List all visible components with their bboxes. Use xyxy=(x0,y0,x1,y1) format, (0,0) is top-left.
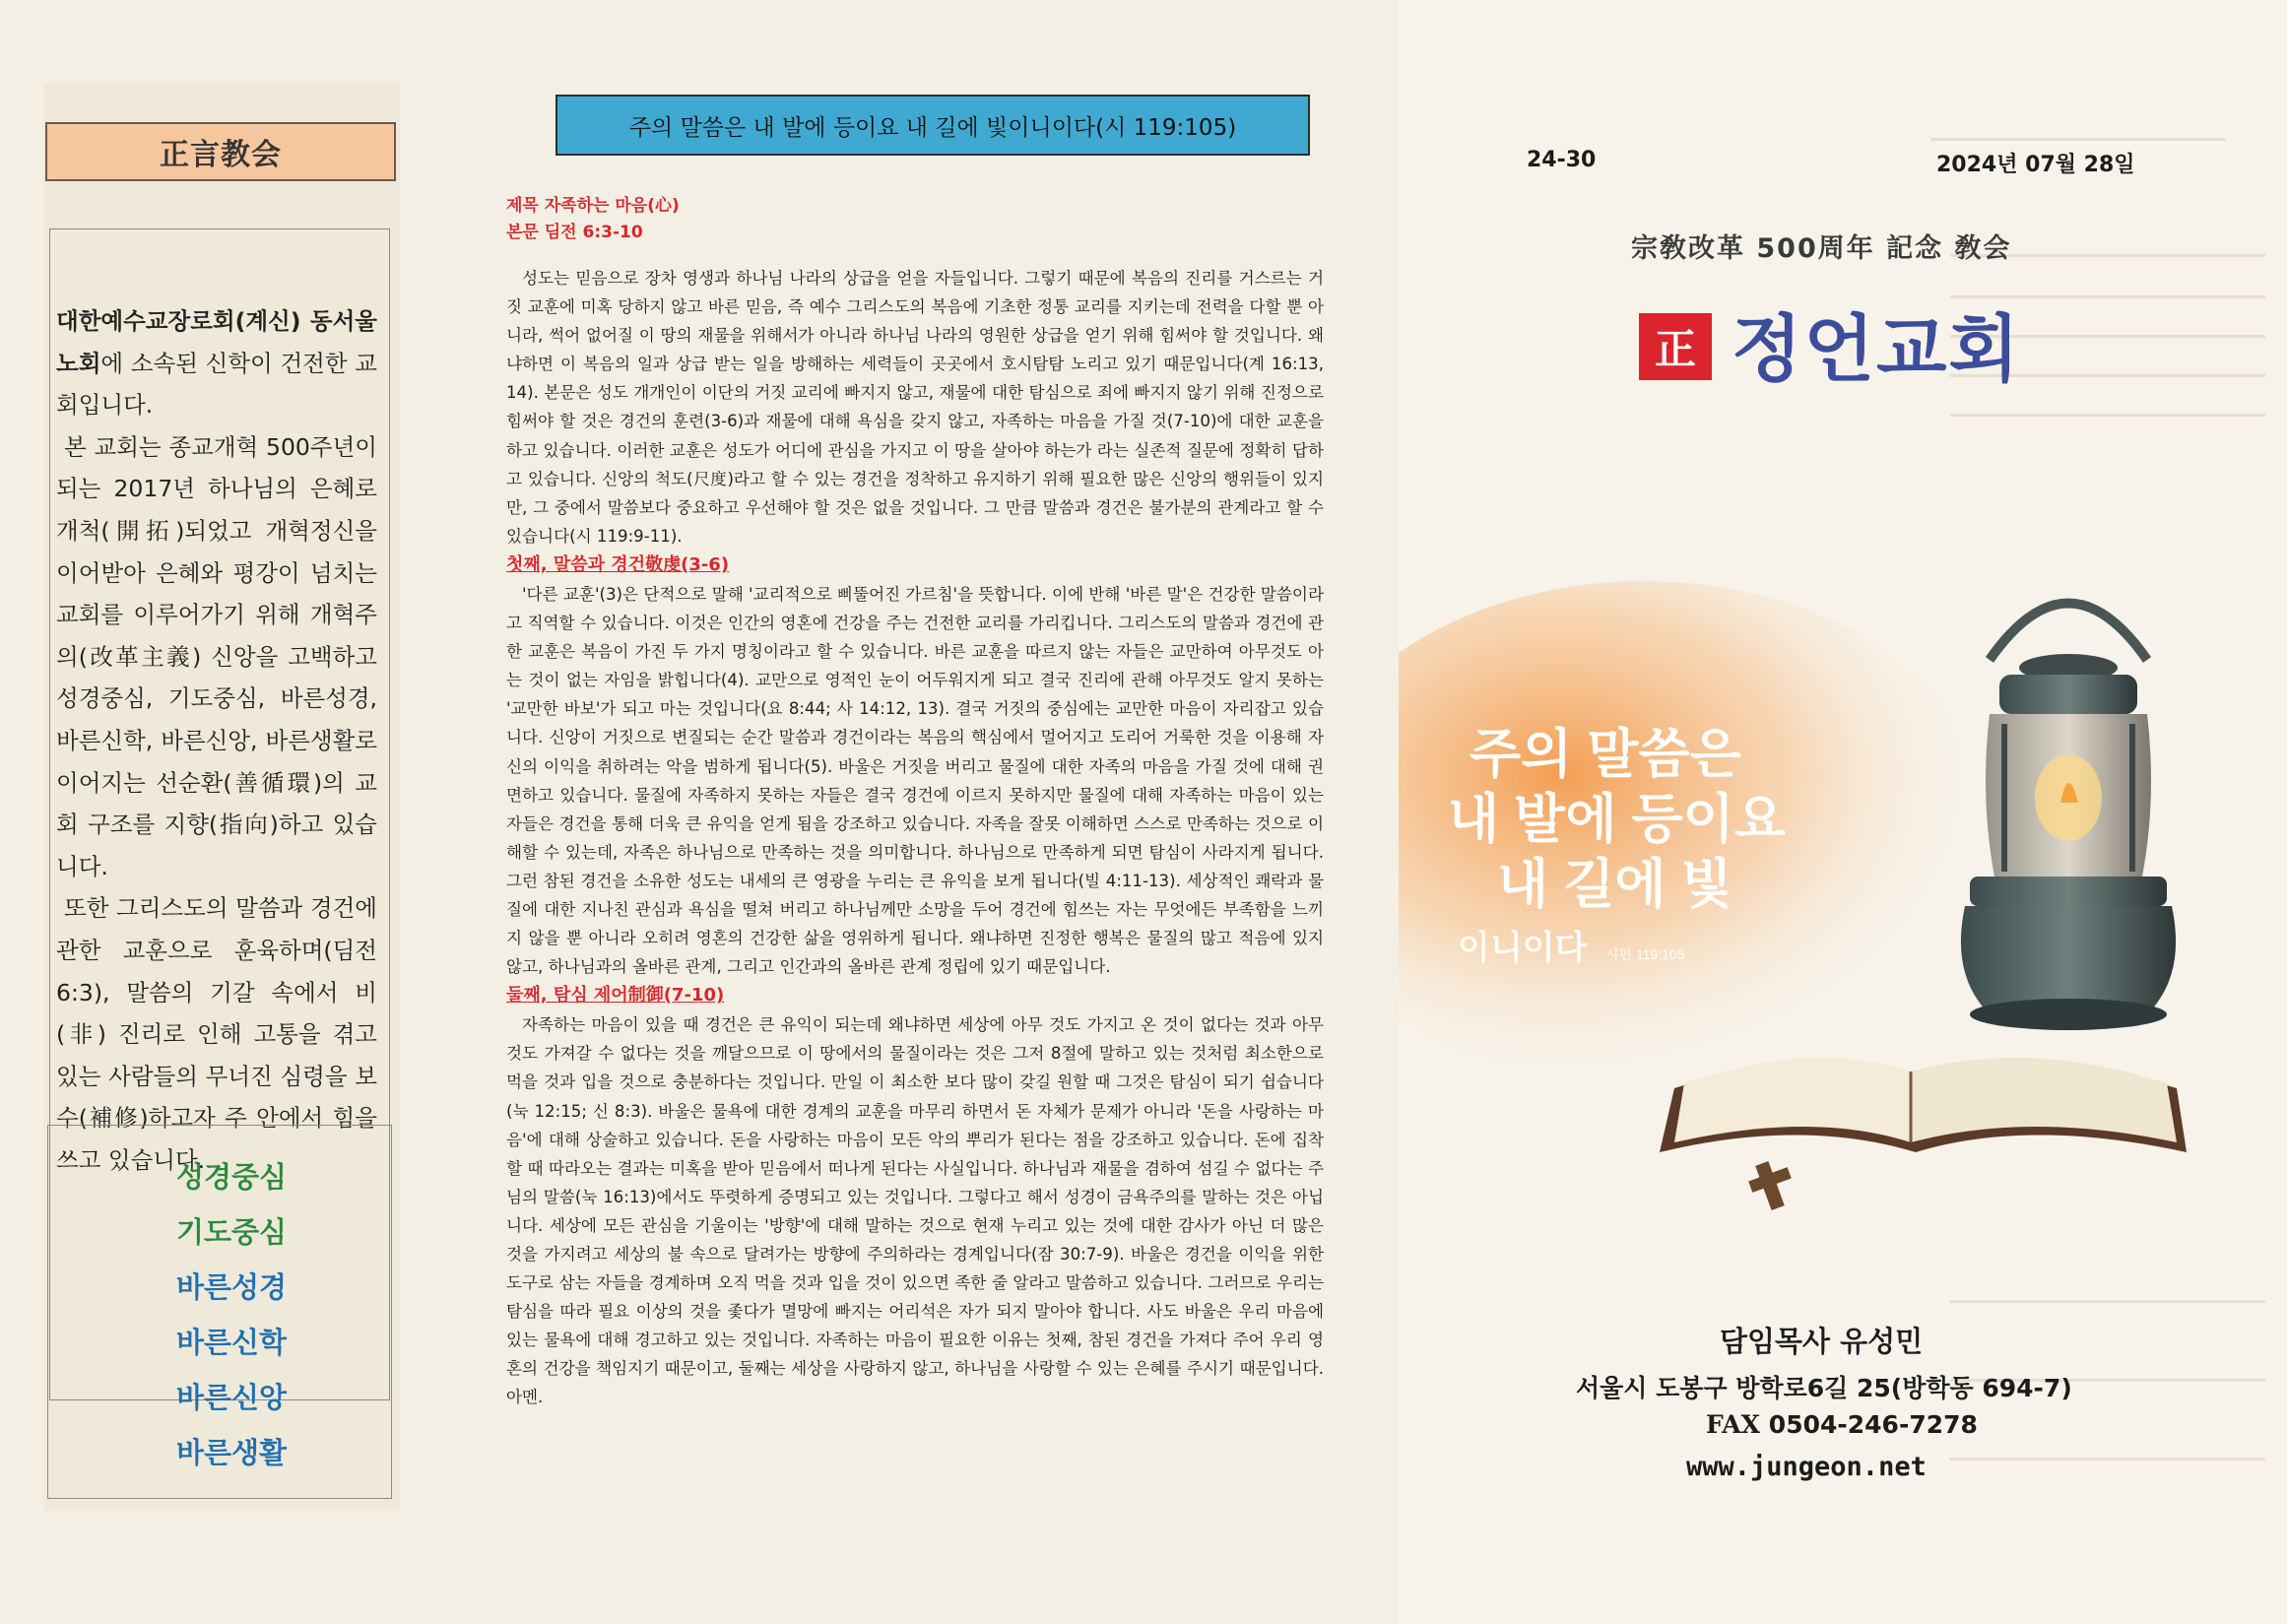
open-bible-icon xyxy=(1660,1058,2187,1210)
section-heading-1: 첫째, 말씀과 경건敬虔(3-6) xyxy=(506,553,730,575)
fax-label: FAX xyxy=(1706,1410,1761,1439)
anniversary-title: 宗敎改革 500周年 記念 敎会 xyxy=(1631,233,2012,264)
illus-verse-line: 내 길에 빛 xyxy=(1497,855,1732,914)
value-item: 바른신학 xyxy=(176,1326,288,1359)
fax-line xyxy=(1706,1410,1978,1439)
core-values-box xyxy=(47,1125,392,1499)
verse-banner: 주의 말씀은 내 발에 등이요 내 길에 빛이니이다(시 119:105) xyxy=(555,95,1310,156)
fax-number: 0504-246-7278 xyxy=(1768,1410,1978,1439)
website-link[interactable]: www.jungeon.net xyxy=(1686,1452,1927,1482)
sermon-title: 제목 자족하는 마음(心) xyxy=(506,196,680,216)
intro-para-1-rest: 에 소속된 신학이 건전한 교회입니다. xyxy=(56,349,377,420)
value-item: 바른신앙 xyxy=(176,1381,288,1414)
church-name: 정언교회 xyxy=(1732,307,2021,392)
sermon xyxy=(506,193,1324,1412)
church-address: 서울시 도봉구 방학로6길 25(방학동 694-7) xyxy=(1576,1374,2072,1402)
sermon-scripture: 본문 딤전 6:3-10 xyxy=(506,223,643,242)
left-panel xyxy=(43,83,400,1511)
intro-para-1 xyxy=(56,300,377,426)
value-item: 기도중심 xyxy=(176,1215,288,1249)
value-item: 성경중심 xyxy=(176,1160,288,1194)
pastor-name: 담임목사 유성민 xyxy=(1720,1325,1924,1358)
issue-number: 24-30 xyxy=(1527,148,1597,172)
section-body-2: 자족하는 마음이 있을 때 경건은 큰 유익이 되는데 왜냐하면 세상에 아무 것도 가지고 온 것이 없다는 것과 아무 것도 가져갈 수 없다는 것을 깨달으므로 이 땅에서의 물질이라는 것은 그저 8절에 말하고 있는 것처럼 최소한으로 먹을 것과 입을 것으로 충분하다는 것입니다. 만일 이 최소한 보다 많이 갖길 원할 때 그것은 탐심이 되기 쉽습니다(눅 12:15; 신 8:3). 바울은 물욕에 대한 경계의 교훈을 마무리 하면서 돈 자체가 문제가 아니라 '돈을 사랑하는 마음'에 대해 상술하고 있습니다. 돈을 사랑하는 마음이 모든 악의 뿌리가 된다는 점을 강조하고 있습니다. 돈에 집착할 때 따라오는 결과는 미혹을 받아 믿음에서 떠나게 된다는 사실입니다. 하나님과 재물을 겸하여 섬길 수 없다는 주님의 말씀(눅 16:13)에서도 뚜렷하게 증명되고 있는 것입니다. 그렇다고 해서 성경이 금욕주의를 말하는 것은 아닙니다. 세상에 모든 관심을 기울이는 '방향'에 대해 말하는 것으로 현재 누리고 있는 것에 대한 감사가 아닌 더 많은 것을 가지려고 세상의 불 속으로 달려가는 방향에 주의하라는 경계입니다(잠 30:7-9). 바울은 경건을 이익을 위한 도구로 삼는 자들을 경계하며 오직 먹을 것과 입을 것이 있으면 족한 줄 알라고 말씀하고 있습니다. 그러므로 우리는 탐심을 따라 필요 이상의 것을 좇다가 멸망에 빠지는 어리석은 자가 되지 말아야 합니다. 사도 바울은 우리 마음에 있는 물욕에 대해 경고하고 있는 것입니다. 자족하는 마음이 필요한 이유는 첫째, 참된 경건을 가져다 주어 우리 영혼의 건강을 책임지기 때문이고, 둘째는 세상을 사랑하지 않고, 하나님을 사랑할 수 있는 은혜를 주시기 때문입니다. 아멘. xyxy=(506,1015,1324,1407)
church-logo-icon: 正 xyxy=(1639,313,1712,380)
illus-verse-ref: 시편 119:105 xyxy=(1605,946,1685,962)
intro-para-3: 또한 그리스도의 말씀과 경건에 관한 교훈으로 훈육하며(딤전 6:3), 말씀의 기갈 속에서 비(非) 진리로 인해 고통을 겪고 있는 사람들의 무너진 심령을 보수(補修)하고자 주 안에서 힘을 쓰고 있습니다. xyxy=(56,894,377,1174)
illus-verse-line: 주의 말씀은 xyxy=(1470,725,1741,784)
intro-para-1-bold: 대한예수교장로회(계신) 동서울 노회 xyxy=(56,307,377,377)
lamp-bible-illustration xyxy=(1399,552,2287,1221)
value-item: 바른성경 xyxy=(176,1270,288,1304)
sermon-intro: 성도는 믿음으로 장차 영생과 하나님 나라의 상급을 얻을 자들입니다. 그렇기 때문에 복음의 진리를 거스르는 거짓 교훈에 미혹 당하지 않고 바른 믿음, 즉 예수 그리스도의 복음에 기초한 정통 교리를 지키는데 전력을 다할 뿐 아니라, 썩어 없어질 이 땅의 재물을 위해서가 아니라 하나님 나라의 영원한 상급을 얻기 위해 힘써야 할 것입니다. 왜냐하면 이 복음의 일과 상급 받는 일을 방해하는 세력들이 곳곳에서 호시탐탐 노리고 있기 때문입니다(계 16:13, 14). 본문은 성도 개개인이 이단의 거짓 교리에 빠지지 않고, 재물에 대한 탐심으로 죄에 빠지지 않기 위해 진정으로 힘써야 할 것은 경건의 훈련(3-6)과 재물에 대해 욕심을 갖지 않고, 자족하는 마음을 가질 것(7-10)에 대한 교훈을 하고 있습니다. 이러한 교훈은 성도가 어디에 관심을 가지고 이 땅을 살아야 하는가 라는 실존적 질문에 정확히 답하고 있습니다. 신앙의 척도(尺度)라고 할 수 있는 경건을 정착하고 유지하기 위해 필요한 많은 신앙의 행위들이 있지만, 그 중에서 말씀보다 중요하고 우선해야 할 것은 없을 것입니다. 그 만큼 말씀과 경건은 불가분의 관계라고 할 수 있습니다(시 119:9-11). xyxy=(506,269,1324,546)
section-heading-2: 둘째, 탐심 제어制御(7-10) xyxy=(506,985,725,1007)
issue-date: 2024년 07월 28일 xyxy=(1936,153,2135,177)
intro-para-2: 본 교회는 종교개혁 500주년이 되는 2017년 하나님의 은혜로 개척(開拓)되었고 개혁정신을 이어받아 은혜와 평강이 넘치는 교회를 이루어가기 위해 개혁주의(改革主義) 신앙을 고백하고 성경중심, 기도중심, 바른성경, 바른신학, 바른신앙, 바른생활로 이어지는 선순환(善循環)의 교회 구조를 지향(指向)하고 있습니다. xyxy=(56,432,377,880)
lantern-icon xyxy=(1961,604,2176,1031)
illus-verse-line: 내 발에 등이요 xyxy=(1448,790,1786,849)
section-body-1: '다른 교훈'(3)은 단적으로 말해 '교리적으로 삐뚤어진 가르침'을 뜻합니다. 이에 반해 '바른 말'은 건강한 말씀이라고 직역할 수 있습니다. 이것은 인간의 영혼에 건강을 주는 건전한 교리를 가리킵니다. 그리스도의 말씀과 경건에 관한 교훈은 복음이 가진 두 가지 명칭이라고 할 수 있습니다. 바른 교훈을 따르지 않는 자들은 교만하여 아무것도 아는 것이 없는 자임을 밝힙니다(4). 교만으로 영적인 눈이 어두워지게 되고 결국 진리에 관해 아무것도 알지 못하는 '교만한 바보'가 되고 마는 것입니다(요 8:44; 사 14:12, 13). 결국 거짓의 중심에는 교만한 마음이 자리잡고 있습니다. 신앙이 거짓으로 변질되는 순간 말씀과 경건이라는 복음의 핵심에서 멀어지고 도리어 거룩한 것을 이용해 자신의 이익을 취하려는 악을 범하게 됩니다(5). 바울은 거짓을 버리고 물질에 대한 자족의 마음을 가질 것에 대해 권면하고 있습니다. 물질에 자족하지 못하는 자들은 결국 경건에 이르지 못하지만 물질에 대해 자족하는 마음이 있는 자들은 경건을 통해 더욱 큰 유익을 얻게 됨을 강조하고 있습니다. 자족을 잘못 이해하면 스스로 만족하는 것으로 이해할 수 있는데, 자족은 하나님으로 만족하는 것을 의미합니다. 하나님으로 만족하게 되면 탐심이 사라지게 됩니다. 그런 참된 경건을 소유한 성도는 내세의 큰 영광을 누리는 큰 유익을 보게 됩니다(빌 4:11-13). 세상적인 쾌락과 물질에 대한 지나친 관심과 욕심을 떨쳐 버리고 하나님께만 소망을 두어 경건에 힘쓰는 자는 무엇에든 부족함을 느끼지 않을 뿐 아니라 오히려 영혼의 건강한 삶을 영위하게 됩니다. 왜냐하면 진정한 행복은 물질의 많고 적음에 있지 않고, 하나님과의 올바른 관계, 그리고 인간과의 올바른 관계 정립에 있기 때문입니다. xyxy=(506,584,1324,977)
value-item: 바른생활 xyxy=(176,1436,288,1469)
intro-text xyxy=(50,300,387,1181)
church-hanja-title: 正言教会 xyxy=(45,122,396,181)
illus-verse-line: 이니이다 xyxy=(1458,930,1588,967)
